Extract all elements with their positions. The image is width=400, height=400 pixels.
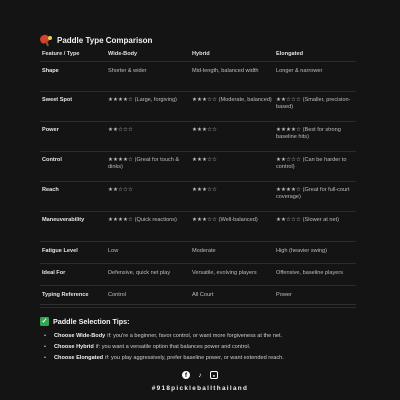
cell-wide-body: Control [106, 285, 190, 307]
cell-elongated: ★★☆☆☆ (Slower at net) [274, 211, 356, 241]
check-mark-icon: ✓ [41, 318, 48, 325]
instagram-icon[interactable]: ● [210, 371, 218, 379]
cell-elongated: ★★☆☆☆ (Can be harder to control) [274, 151, 356, 181]
tip-text: if: you play aggressively, prefer baseline power, or want extended reach. [105, 355, 284, 361]
title-row [40, 35, 152, 45]
table-row [40, 211, 356, 241]
row-feature-label: Reach [40, 181, 106, 211]
bullet-icon: • [44, 333, 46, 339]
tip-text: if: you want a versatile option that balances power and control. [95, 344, 251, 350]
cell-wide-body: Defensive, quick net play [106, 263, 190, 285]
paddle-ball-icon [40, 35, 52, 45]
cell-hybrid: Moderate [190, 241, 274, 263]
row-feature-label: Fatigue Level [40, 241, 106, 263]
cell-hybrid: ★★★☆☆ [190, 121, 274, 151]
cell-wide-body: ★★★★☆ (Great for touch & dinks) [106, 151, 190, 181]
tips-title: Paddle Selection Tips: [53, 317, 130, 326]
cell-wide-body: Low [106, 241, 190, 263]
row-feature-label: Typing Reference [40, 285, 106, 307]
tips-header [40, 317, 130, 326]
cell-elongated: Power [274, 285, 356, 307]
page-title: Paddle Type Comparison [57, 35, 153, 45]
cell-wide-body: Shorter & wider [106, 61, 190, 91]
cell-wide-body: ★★★★☆ (Quick reactions) [106, 211, 190, 241]
cell-elongated: Offensive, baseline players [274, 263, 356, 285]
row-feature-label: Control [40, 151, 106, 181]
table-row [40, 263, 356, 285]
cell-hybrid: ★★★☆☆ (Moderate, balanced) [190, 91, 274, 121]
table-row [40, 181, 356, 211]
table-header-row [40, 47, 356, 61]
cell-elongated: ★★☆☆☆ (Smaller, precision-based) [274, 91, 356, 121]
cell-hybrid: Versatile, evolving players [190, 263, 274, 285]
row-feature-label: Sweet Spot [40, 91, 106, 121]
column-header-feature: Feature / Type [40, 47, 106, 61]
row-feature-label: Maneuverability [40, 211, 106, 241]
cell-elongated: ★★★★☆ (Best for strong baseline hits) [274, 121, 356, 151]
social-icons [0, 371, 400, 379]
tips-list [44, 331, 364, 364]
table-row [40, 151, 356, 181]
list-item [44, 353, 364, 364]
cell-elongated: ★★★★☆ (Great for full-court coverage) [274, 181, 356, 211]
tip-text: if: you're a beginner, favor control, or want more forgiveness at the net. [107, 333, 283, 339]
cell-hybrid: ★★★☆☆ [190, 151, 274, 181]
cell-wide-body: ★★☆☆☆ [106, 121, 190, 151]
bullet-icon: • [44, 355, 46, 361]
table-row [40, 241, 356, 263]
list-item [44, 331, 364, 342]
facebook-icon[interactable]: f [182, 371, 190, 379]
list-item [44, 342, 364, 353]
cell-wide-body: ★★★★☆ (Large, forgiving) [106, 91, 190, 121]
tip-emphasis: Choose Hybrid [54, 344, 94, 350]
cell-hybrid: ★★★☆☆ [190, 181, 274, 211]
tiktok-icon[interactable]: ♪ [198, 371, 202, 379]
row-feature-label: Ideal For [40, 263, 106, 285]
section-divider [40, 304, 356, 305]
table-row [40, 61, 356, 91]
hashtag: #918pickleballthailand [151, 385, 249, 392]
comparison-table [40, 47, 356, 308]
cell-elongated: Longer & narrower [274, 61, 356, 91]
tip-emphasis: Choose Wide-Body [54, 333, 106, 339]
cell-wide-body: ★★☆☆☆ [106, 181, 190, 211]
row-feature-label: Power [40, 121, 106, 151]
column-header-wide-body: Wide-Body [106, 47, 190, 61]
table-row [40, 121, 356, 151]
bullet-icon: • [44, 344, 46, 350]
tip-emphasis: Choose Elongated [54, 355, 104, 361]
cell-hybrid: ★★★☆☆ (Well-balanced) [190, 211, 274, 241]
column-header-elongated: Elongated [274, 47, 356, 61]
table-row [40, 91, 356, 121]
cell-elongated: High (heavier swing) [274, 241, 356, 263]
column-header-hybrid: Hybrid [190, 47, 274, 61]
row-feature-label: Shape [40, 61, 106, 91]
cell-hybrid: Mid-length, balanced width [190, 61, 274, 91]
cell-hybrid: All Court [190, 285, 274, 307]
